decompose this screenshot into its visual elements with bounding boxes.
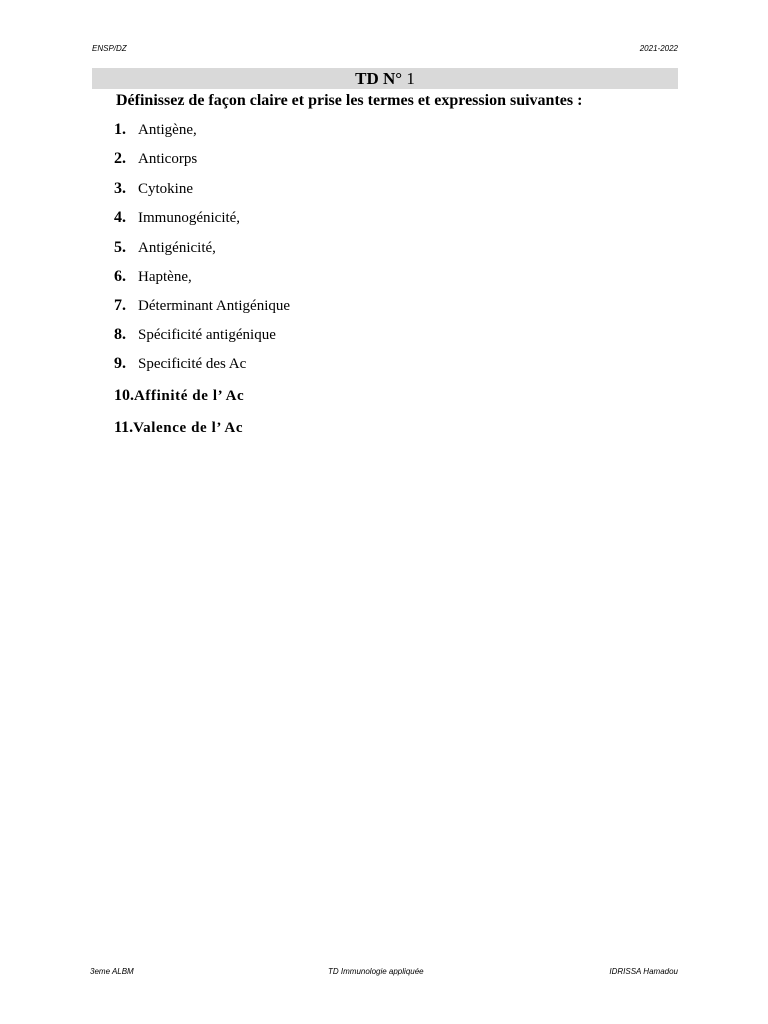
term-item xyxy=(114,150,197,168)
term-number: 8. xyxy=(114,326,126,343)
term-number: 11. xyxy=(114,419,134,436)
term-number: 6. xyxy=(114,268,126,285)
term-number: 7. xyxy=(114,297,126,314)
term-label: Cytokine xyxy=(138,181,193,197)
term-label: Déterminant Antigénique xyxy=(138,298,291,314)
term-item xyxy=(114,326,276,344)
footer-author: IDRISSA Hamadou xyxy=(609,967,678,976)
page-footer xyxy=(90,967,678,981)
term-number: 4. xyxy=(114,209,126,226)
term-number: 2. xyxy=(114,150,126,167)
term-label: Haptène, xyxy=(138,269,192,285)
term-label: Spécificité antigénique xyxy=(138,327,276,343)
term-number: 5. xyxy=(114,239,126,256)
title-number: 1 xyxy=(406,69,415,88)
footer-class: 3eme ALBM xyxy=(90,967,134,976)
term-item xyxy=(114,209,240,227)
term-item xyxy=(114,268,192,286)
term-label: Immunogénicité, xyxy=(138,210,241,226)
term-item xyxy=(114,180,193,198)
header-academic-year: 2021-2022 xyxy=(639,44,678,53)
header-institution: ENSP/DZ xyxy=(92,44,127,53)
term-label: Anticorps xyxy=(138,151,198,167)
term-number: 3. xyxy=(114,180,126,197)
term-label: Affinité de l’ Ac xyxy=(134,388,245,404)
term-item xyxy=(114,239,216,257)
term-item xyxy=(114,419,243,437)
term-label: Antigénicité, xyxy=(138,240,216,256)
term-label: Antigène, xyxy=(138,122,197,138)
title-label: TD N° xyxy=(355,69,403,88)
instruction-text: Définissez de façon claire et prise les termes et expression suivantes : xyxy=(116,92,583,109)
footer-course-title: TD Immunologie appliquée xyxy=(328,967,424,976)
term-number: 1. xyxy=(114,121,126,138)
term-item xyxy=(114,387,244,405)
term-item xyxy=(114,297,290,315)
term-label: Specificité des Ac xyxy=(138,356,247,372)
term-number: 10. xyxy=(114,387,134,404)
term-label: Valence de l’ Ac xyxy=(133,420,244,436)
term-number: 9. xyxy=(114,355,126,372)
term-item xyxy=(114,121,197,139)
term-item xyxy=(114,355,246,373)
